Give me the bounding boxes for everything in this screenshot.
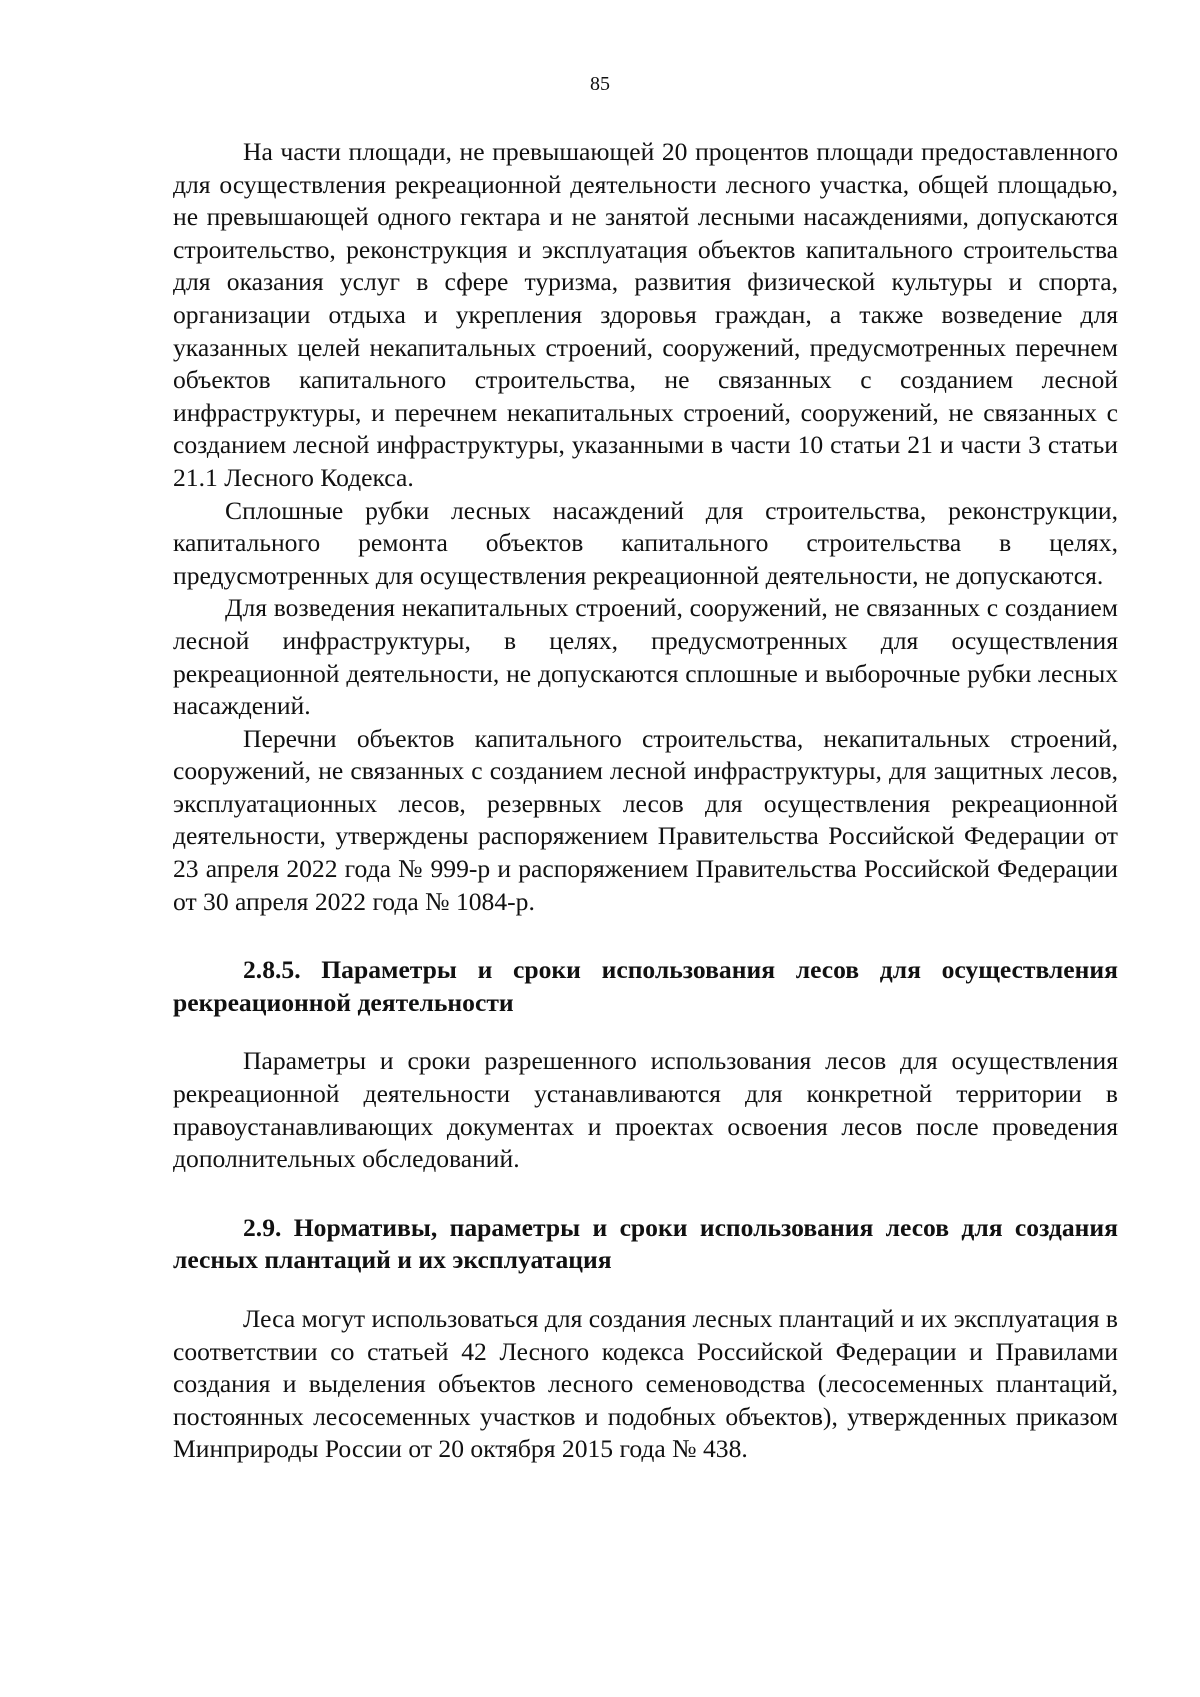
page-number: 85 <box>590 73 610 95</box>
section-2-9-text: Леса могут использоваться для создания лесных плантаций и их эксплуатация в соответствии со статьей 42 Лесного кодекса Российской Федерации и Правилами создания и выделения объектов лесного семеноводства (лесосеменных плантаций, постоянных лесосеменных участков и подобных объектов), утвержденных приказом Минприроды России от 20 октября 2015 года № 438. <box>173 1304 1118 1464</box>
paragraph-capital-construction: На части площади, не превышающей 20 процентов площади предоставленного для осуществления рекреационной деятельности лесного участка, общей площадью, не превышающей одного гектара и не занятой лесными насаждениями, допускаются строительство, реконструкция и эксплуатация объектов капитального строительства для оказания услуг в сфере туризма, развития физической культуры и спорта, организации отдыха и укрепления здоровья граждан, а также возведение для указанных целей некапитальных строений, сооружений, предусмотренных перечнем объектов капитального строительства, не связанных с созданием лесной инфраструктуры, и перечнем некапитальных строений, сооружений, не связанных с созданием лесной инфраструктуры, указанными в части 10 статьи 21 и части 3 статьи 21.1 Лесного Кодекса. <box>173 137 1118 492</box>
section-heading-2-9: 2.9. Нормативы, параметры и сроки использования лесов для создания лесных плантаций и их эксплуатация <box>173 1212 1118 1275</box>
paragraph-lists-of-objects: Перечни объектов капитального строительства, некапитальных строений, сооружений, не связанных с созданием лесной инфраструктуры, для защитных лесов, эксплуатационных лесов, резервных лесов для осуществления рекреационной деятельности, утверждены распоряжением Правительства Российской Федерации от 23 апреля 2022 года № 999-р и распоряжением Правительства Российской Федерации от 30 апреля 2022 года № 1084-р. <box>173 723 1118 916</box>
section-2-8-5-text: Параметры и сроки разрешенного использования лесов для осуществления рекреационной деятельности устанавливаются для конкретной территории в правоустанавливающих документах и проектах освоения лесов после проведения дополнительных обследований. <box>173 1046 1118 1174</box>
paragraph-clear-cutting: Сплошные рубки лесных насаждений для строительства, реконструкции, капитального ремонта объектов капитального строительства в целях, предусмотренных для осуществления рекреационной деятельности, не допускаются. <box>173 495 1118 590</box>
document-body <box>173 136 1118 1466</box>
paragraph-non-capital-structures: Для возведения некапитальных строений, сооружений, не связанных с созданием лесной инфраструктуры, в целях, предусмотренных для осуществления рекреационной деятельности, не допускаются сплошные и выборочные рубки лесных насаждений. <box>173 593 1118 721</box>
section-heading-2-8-5: 2.8.5. Параметры и сроки использования лесов для осуществления рекреационной деятельности <box>173 955 1118 1017</box>
